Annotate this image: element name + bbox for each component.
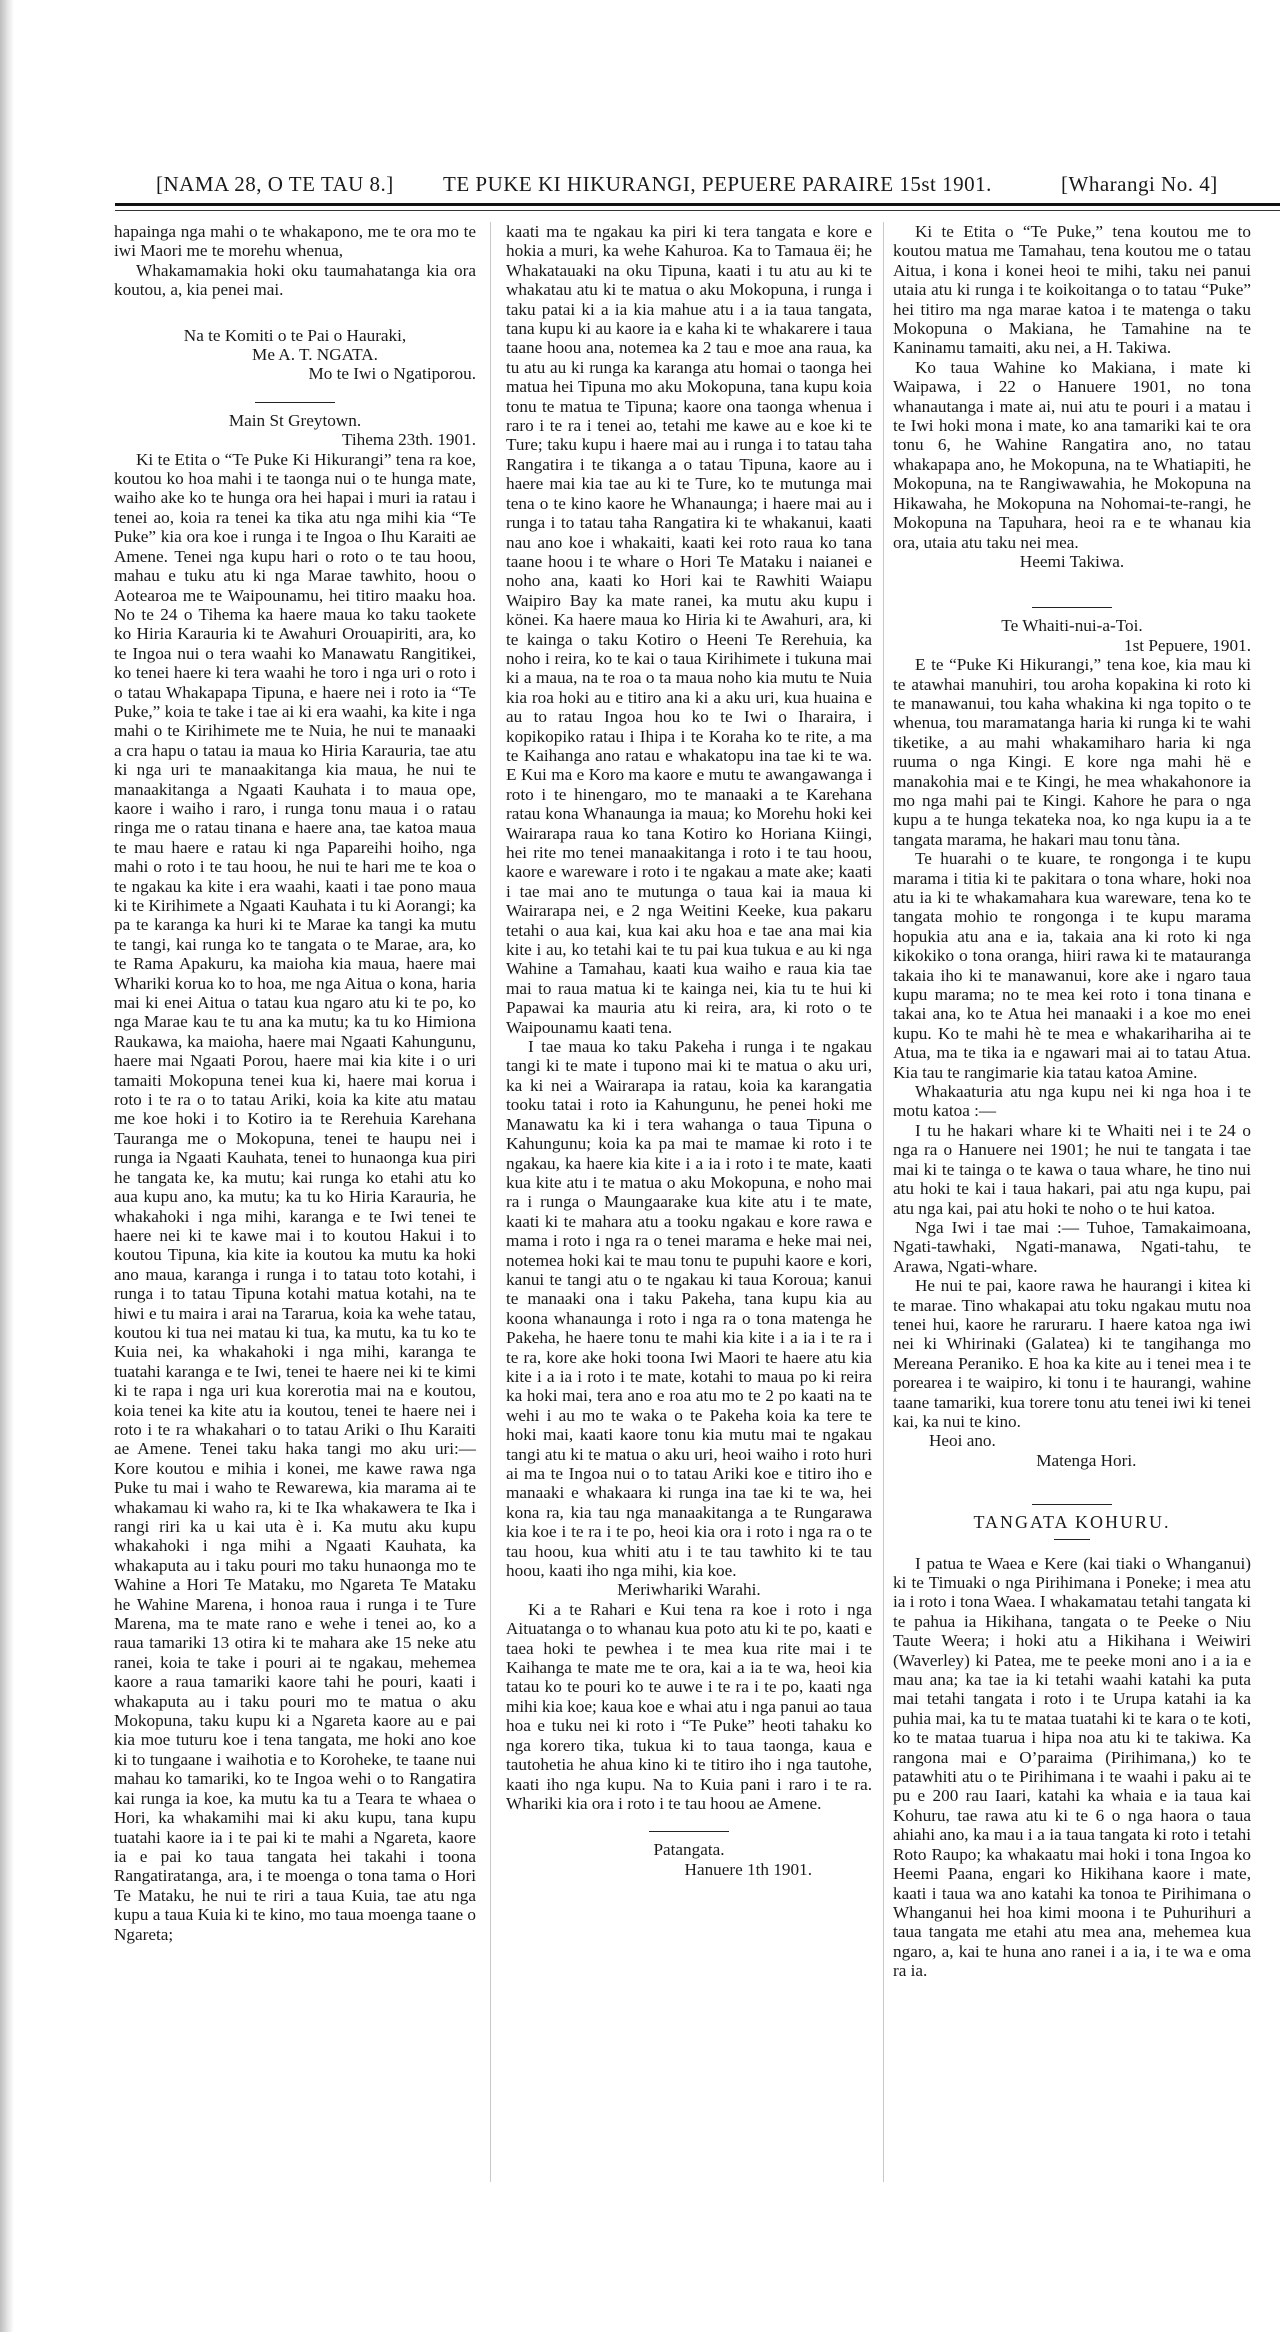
section-divider xyxy=(255,402,335,403)
letter-signature: Heemi Takiwa. xyxy=(1019,551,1125,571)
article-heading: TANGATA KOHURU. xyxy=(973,1512,1171,1533)
letter-body: E te “Puke Ki Hikurangi,” tena koe, kia mau ki te atawhai manuhiri, tou aroha kopakina ki roto ki te manawanui, tou kaha whakina ki nga topito o te whenua, tou maramatanga haria ki runga ki te wahi tiketike, a au mahi whakamiharo haria ki nga ruuma o nga Kingi. E kore nga mahi hë e manakohia mai e te Kingi, he mea whakahonore ia mo nga mahi pai te Kingi. Kahore he para o nga kupu a te hunga tekateka noa, ko nga kupu ia a te tangata marama, he hakari mau tonu tàna. xyxy=(893,655,1251,849)
column-3 xyxy=(893,222,1251,1981)
letter-body: Te huarahi o te kuare, te rongonga i te kupu marama i titia ki te pakitara o tona whare, hoki noa atu ia ki te whakamahara kua wareware, tena ko te tangata mohio te rongonga i te kupu marama hopukia atu ana e ia, takaia ana ki roto ki nga kikokiko o tona oranga, hiiri rawa ki te matauranga takaia iho ki te manawanui, kore ake i ngaro taua kupu marama; no te mea kei roto i tona tinana e takai ana, ko te Atua hei manaaki i a koe mo enei kupu. Ko te mahi hè te mea e whakarihariha ai te Atua, ma te tika ia e ngawari mai ai to tatau Atua. Kia tau te rangimarie kia tatau katoa Amine. xyxy=(893,849,1251,1082)
section-divider xyxy=(649,1831,729,1832)
continued-text: hapainga nga mahi o te whakapono, me te ora mo te iwi Maori me te morehu whenua, xyxy=(114,222,476,261)
column-2 xyxy=(506,222,872,1879)
newspaper-title: TE PUKE KI HIKURANGI, PEPUERE PARAIRE 15st 1901. xyxy=(443,172,992,196)
letter-signature: Matenga Hori. xyxy=(1036,1450,1137,1470)
letter-closing: Heoi ano. xyxy=(929,1431,996,1451)
masthead-rule xyxy=(115,203,1280,206)
column-1 xyxy=(114,222,476,1944)
letter-signature: Patangata. xyxy=(653,1840,725,1860)
letter-date: Tihema 23th. 1901. xyxy=(341,430,476,450)
masthead-rule-thin xyxy=(115,210,1280,211)
column-divider xyxy=(490,222,491,2182)
page-number: [Wharangi No. 4] xyxy=(1061,172,1218,196)
issue-number: [NAMA 28, O TE TAU 8.] xyxy=(156,172,394,196)
signature-line: Na te Komiti o te Pai o Hauraki, xyxy=(183,325,407,345)
letter-place: Te Whaiti-nui-a-Toi. xyxy=(1001,616,1143,636)
masthead xyxy=(148,172,1280,198)
letter-date: Hanuere 1th 1901. xyxy=(684,1859,812,1879)
article-body: I patua te Waea e Kere (kai tiaki o Whanganui) ki te Timuaki o nga Pirihimana i Poneke; i mea atu ia i roto i tona Waea. I whakamatau tetahi tangata ki te pahua ia Hikihana, tangata o te Peeke o Niu Taute Weera; i hoki atu a Hikihana i Weiwiri (Waverley) ki Patea, me te peeke moni ano i a ia e mau ana; ka tae ia ki tetahi waahi katahi ka puta mai tetahi tangata i roto i te Urupa katahi ia ka puhia mai, ka tu te mataa tuatahi ki te kara o te koti, ko te mataa tuarua i hipa noa atu ki te takiwa. Ka rangona mai e O’paraima (Pirihimana,) ko te patawhiti atu o te Pirihimana i te waahi i paku ai te pu e 200 rau Iaari, katahi ka whaia e ia taua kai Kohuru, tae rawa atu ki te 6 o nga haora o taua ahiahi ano, ka mau i a ia taua tangata ki roto i tetahi Roto Raupo; ka whakaatu mai hoki i tona Ingoa ko Heemi Paana, engari ko Hikihana kaore i mate, kaati i taua wa ano katahi ka tonoa te Pirihimana o Whanganui hei hoa kimi moona i te Puhurihuri a taua tangata me etahi atu mea ana, mehemea kua ngaro, a, kai te huna ano ranei i a ia, i te wa e oma ra ia. xyxy=(893,1553,1251,1981)
letter-body: Ki te Etita o “Te Puke Ki Hikurangi” tena ra koe, koutou ko hoa mahi i te taonga nui o te hunga mate, waiho ake ko te hunga ora hei hapai i muri ia ratau i tenei ao, koia ra tenei ka tika atu nga mihi kia “Te Puke” kia ora koe i runga i te Ingoa o Ihu Karaiti ae Amene. Tenei nga kupu hari o roto o te tau hoou, mahau e tuku atu ki nga Marae tawhito, hoou o Aotearoa me te Waipounamu, hei titiro maaku hoa. No te 24 o Tihema ka haere maua ko taku taokete ko Hiria Karauria ki te Awahuri Orouapiriti, ara, ko te Ingoa nui o tera waahi ko Manawatu Rangitikei, ko tenei haere ki tera waahi he toro i nga uri o roto i o tatau Whakapapa Tipuna, e haere nei i roto ia “Te Puke,” koia te take i tae ai ki era waahi, ka kite i nga mahi o te Kirihimete me te Nuia, he nui te manaaki a cra hapu o tatau ia maua ko Hiria Karauria, tae atu ki nga uri te manaakitanga kia maua, he nui te manaakitanga a Ngaati Kauhata i to maua ope, kaore i waiho i raro, i runga tonu maua i o ratau ringa me o ratau tinana e haere ana, tae katoa maua te mau haere e ratau ki nga Papareihi hoiho, nga mahi o roto i te tau hoou, he nui te hari me te koa o te ngakau ka kite i era waahi, kaati i tae pono maua ki te Kirihimete a Ngaati Kauhata i tu ki Aorangi; ka pa te karanga ka huri ki te Marae ka tangi ka mutu te tangi, kai runga ko te tangata o te Marae, ara, ko te Rama Apakuru, ka maioha kia maua, haere mai Whariki korua ko to hoa, me nga Aitua o kona, haria mai ki enei Aitua o tatau kua ngaro atu ki te po, ko nga Marae kau te tu ana ka mutu; ka tu ko Himiona Raukawa, ka maioha, haere mai Ngaati Kahungunu, haere mai Ngaati Porou, haere mai kia kite i o uri tamaiti Mokopuna tenei kua ki, haere mai korua i roto i te ra o to tatau Ariki, koia ka kite atu matau me koe hoki i to Kotiro ia te Rerehuia Karehana Tauranga me o Mokopuna, tenei te haupu nei i runga ia Ngaati Kauhata, tenei to hunaonga kua piri he tangata ke, ka mutu; kai runga ko etahi atu ko aua kupu ano, ka mutu; ka tu ko Hiria Karauria, he whakahoki i nga mihi, karanga e te Iwi tenei te haere nei ki te kawe mai i to koutou Hakui i to koutou Tipuna, kia kite ia koutou ka mutu ka hoki ano maua, karanga i runga i to tatau toto kotahi, i runga i to tatau Tipuna kotahi matua kotahi, na te hiwi e tu maira i arai na Tararua, koia ka wehe tatau, koutou ki tua nei matau ki tua, ka mutu, ka tu ko te Kuia nei, ka whakahoki i nga mihi, karanga te tuatahi karanga e te Iwi, tenei te haere nei ki te kimi ki te rapa i nga uri kua korerotia mai na e koutou, koia tenei ka kite atu ia koutou, tenei te haere nei i roto i te ra whakahari o to tatau Ariki o Ihu Karaiti ae Amene. Tenei taku haka tangi mo aku uri:— Kore koutou e mihia i konei, me kawe rawa nga Puke tu mai i waho te Rewarewa, kia marama ai te whakamau ki waho ra, ki te Ika whakawera te Ika i rangi riri ka u kai uta è i. Ka mutu aku kupu whakahoki i nga mihi a Ngaati Kauhata, ka whakaputa au i taku pouri mo taku hunaonga mo te Wahine a Hori Te Mataku, mo Ngareta Te Mataku he Wahine Marena, i honoa raua i runga i te Ture Marena, ma te mate rano e wehe i tenei ao, ko a raua tamariki 13 otira ki te mahara ake 15 neke atu ranei, koia te take i pouri ai te ngakau, mehemea kaore a raua tamariki kaore tahi he pouri, kaati i whakaputa au i taku pouri mo te matua o aku Mokopuna, taku kupu ki a Ngareta kaore au e pai kia moe tuturu koe i tena tangata, me hoki ano koe ki to tungaane i waihotia e to Koroheke, te taane nui mahau ko tamariki, ko te Ingoa wehi o to Rangatira kai runga ia koe, ka mutu ka tu a Teara te whaea o Hori, ka whakamihi mai ki aku kupu, tana kupu tuatahi kaore ia i te pai ki te mahi a Ngareta, kaore ia e pai ko taua tangata hei takahi i toona Rangatiratanga, ara, i te moenga o tona tama o Hori Te Mataku, he nui te riri a taua Kuia, tae atu nga kupu a taua Kuia ki te kino, mo taua moenga taane o Ngareta; xyxy=(114,449,476,1944)
closing-thanks: Whakamamakia hoki oku taumahatanga kia ora koutou, a, kia penei mai. xyxy=(114,260,476,300)
signature-line: Me A. T. NGATA. xyxy=(252,345,378,365)
letter-body: He nui te pai, kaore rawa he haurangi i kitea ki te marae. Tino whakapai atu toku ngakau mutu noa tenei hui, kaore he raruraru. I haere katoa nga iwi nei ki Whirinaki (Galatea) ki te tangihanga mo Mereana Peraniko. E hoa ka kite au i tenei mea i te porearea i te waipiro, ki tonu i te haurangi, wahine taane tamariki, kua torere tonu atu tenei iwi ki tenei kai, ka nui te kino. xyxy=(893,1276,1251,1431)
signature-line: Mo te Iwi o Ngatiporou. xyxy=(308,364,476,384)
letter-body: Whakaaturia atu nga kupu nei ki nga hoa i te motu katoa :— xyxy=(893,1082,1251,1121)
section-divider xyxy=(1032,607,1112,608)
letter-date: 1st Pepuere, 1901. xyxy=(1124,635,1251,655)
letter-body: Nga Iwi i tae mai :— Tuhoe, Tamakaimoana, Ngati-tawhaki, Ngati-manawa, Ngati-tahu, te Arawa, Ngati-whare. xyxy=(893,1217,1251,1276)
letter-body: I tae maua ko taku Pakeha i runga i te ngakau tangi ki te mate i tupono mai ki te matua o aku uri, ka ki nei a Wairarapa ia ratau, koia ka karangatia tooku tatai i roto ia Kahungunu, he penei hoki me Manawatu ka ki i tera wahanga o taua Tipuna o Kahungunu; koia ka pa mai te mamae ki roto i te ngakau, ka haere kia kite i a ia i roto i te mate, kaati kua kite atu i te matua o aku Mokopuna, e noho mai ra i runga o Maungaarake kua kite atu i te mate, kaati ki te mahara atu a tooku ngakau e kore rawa e mama i roto i nga ra o tenei marama e heke mai nei, notemea hoki kai te mau tonu te pupuhi kaore e kori, kanui te tangi atu o te ngakau ki taua Koroua; kanui te manaaki ona i taku Pakeha, tana kupu kia au koona whanaunga i roto i nga ra o tona matenga he Pakeha, he haere tonu te mahi kia kite i a ia i te ra i te ra, kore ake hoki toona Iwi Maori te haere atu kia kite i a ia i roto i te mate, kotahi to maua po ki reira ka hoki mai, tera ano e roa atu mo te 2 po kaati na te wehi i au mo te waka o te Pakeha koia ka tere te hoki mai, kaati kaore tonu kia mutu mai te ngakau tangi atu ki te matua o aku uri, heoi waiho i roto huri ai ma te Ingoa nui o to tatau Ariki koe e titiro iho e manaaki e whakaara ki runga ina tae ki te wa, hei kona ra, kia tau nga manaakitanga a te Rungarawa kia koe i te ra i te po, heoi kia ora i roto i nga ra o te tau hoou, kua whiti atu i te tau tawhito ki te tau hoou, kaati iho nga mihi, kia koe. xyxy=(506,1037,872,1581)
section-divider xyxy=(1032,1504,1112,1505)
letter-body: I tu he hakari whare ki te Whaiti nei i te 24 o nga ra o Hanuere nei 1901; he nui te tangata i tae mai ki te tainga o te kawa o taua whare, he tino nui atu hoki te kai i taua hakari, pai atu nga kupu, pai atu nga kai, pai atu hoki te noho o te hui katoa. xyxy=(893,1120,1251,1218)
page-scan-edge xyxy=(0,0,14,2332)
letter-place: Main St Greytown. xyxy=(228,410,362,430)
letter-body-continued: kaati ma te ngakau ka piri ki tera tangata e kore e hokia a muri, ka wehe Kahuroa. Ka to Tamaua ëi; he Whakatauaki na oku Tipuna, kaati i tu atu au ki te whakatau atu ki te matua o aku Mokopuna, i runga i taku patai ki a ia kia mahue atu i a ia taua tangata, tana kupu ki au kaore ia e kaha ki te whakarere i taua taane hoou ana, notemea ka 2 tau e moe ana raua, ka tu atu au ki runga ka karanga atu homai o taonga hei matua hei Tipuna mo aku Mokopuna, tana kupu koia tonu te matua te Tipuna; kaore ona taonga whenua i raro i te ra i tenei ao, tetahi me kawe au e koe ki te Ture; taku kupu i haere mai au i runga i to tatau taha Rangatira i te tikanga a o tatau Tipuna, kaore au i haere mai kia tae au ki te Ture, ko te mutunga mai tena o te kino kaore he Whanaunga; i haere mai au i runga i to tatau taha Rangatira ki te whakanui, kaati nau ano koe i whakaiti, kaati kei roto raua ko tana taane hoou i te whare o Hori Te Mataku i naianei e noho ana, kaati ko Hori kai te Rawhiti Waiapu Waipiro Bay ka mate ranei, ka mutu aku kupu i könei. Ka haere maua ko Hiria ki te Awahuri, ara, ki te kainga o taku Kotiro o Heeni Te Rerehuia, ka noho i reira, ko te kai o taua Kirihimete i tukuna mai ki a maua, na te roa o ta maua noho kia mutu te Nuia kia roa hoki au e titiro ana ki a aku uri, kua huaina e au to ratau Ingoa hou ko te Iwi o Iharaira, i kopikopiko ratau i Ihipa i te Koraha ko te rite, a ma te Kaihanga ano ratau e whakatopu ina tae ki te wa. E Kui ma e Koro ma kaore e mutu te awangawanga i roto i te hinengaro, mo te manaaki a te Karehana ratau kona Whanaunga ia maua; ko Morehu hoki kei Wairarapa raua ko tana Kotiro ko Horiana Kiingi, hei rite mo tenei manaakitanga i roto i te tau hoou, kaore e wareware i roto i te ngakau a mate ake; kaati i tae mai ano te mutunga o taua kai ia maua ki Wairarapa nei, e 2 nga Weitini Keeke, kua pakaru tetahi o aua kai, kua kai aku hoa e tae ana mai kia kite i au, ko tetahi kai te tu pai kua tukua e au ki nga Wahine a Tamahau, kaati kua waiho e raua kia tae mai to raua matua ki te kainga nei, kia tu te hui ki Papawai ka mauria atu ki reira, ara, ki roto o te Waipounamu kaati tena. xyxy=(506,222,872,1037)
letter-body: Ki te Etita o “Te Puke,” tena koutou me to koutou matua me Tamahau, tena koutou me o tatau Aitua, i kona i konei heoi te mihi, taku nei panui utaia atu ki runga i te koikoitanga o to tatau “Puke” hei titiro ma nga marae katoa i te matenga o taku Mokopuna o Makiana, he Tamahine na te Kaninamu tamaiti, aku nei, a H. Takiwa. xyxy=(893,222,1251,358)
letter-body: Ko taua Wahine ko Makiana, i mate ki Waipawa, i 22 o Hanuere 1901, no tona whanautanga i mate ai, nui atu te pouri i a matau i te Iwi hoki mona i mate, ko ana tamariki kai te ora tonu 6, he Wahine Rangatira ano, no tatau whakapapa ano, he Mokopuna, na te Whatiapiti, he Mokopuna, na te Rangiwawahia, he Mokopuna na Hikawaha, he Mokopuna na Nohomai-te-rangi, he Mokopuna na Tapuhara, heoi ra e te whanau kia ora, utaia atu taku nei mea. xyxy=(893,357,1251,552)
column-divider xyxy=(883,222,884,2182)
letter-body: Ki a te Rahari e Kui tena ra koe i roto i nga Aituatanga o to whanau kua poto atu ki te po, kaati e taea hoki te pewhea i te mea kua rite mai i te Kaihanga te mate me te ora, kai a ia te wa, heoi kia tatau ko te pouri ko te auwe i te ra i te po, kaati nga mihi kia koe; kaua koe e whai atu i nga panui ao taua hoa e tuku nei ki roto i “Te Puke” heoti tahaku ko nga korero tika, tukua ki to taua taonga, kaua e tautohetia he ahua kino ki te titiro iho i nga tautohe, kaati iho nga kupu. Na to Kuia pani i raro i te ra. Whariki kia ora i roto i te tau hoou ae Amene. xyxy=(506,1599,872,1813)
letter-signature: Meriwhariki Warahi. xyxy=(617,1580,761,1600)
heading-underline xyxy=(1054,1539,1090,1540)
